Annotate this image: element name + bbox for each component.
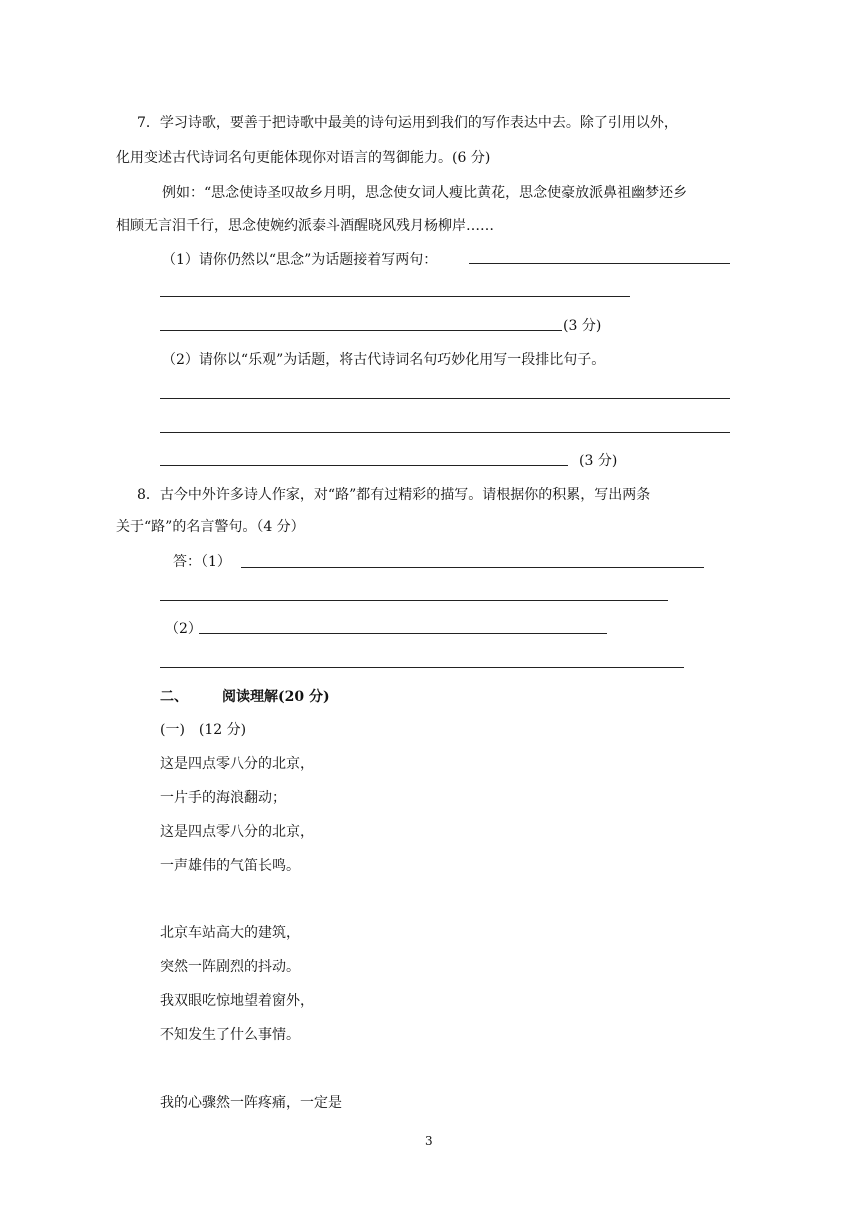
poem-line: 一声雄伟的气笛长鸣。	[160, 858, 300, 874]
q7-sub2-points: (3 分)	[579, 453, 618, 469]
q7-example-line1: 例如：“思念使诗圣叹故乡月明，思念使女词人瘦比黄花，思念使豪放派鼻祖幽梦还乡	[162, 185, 688, 201]
poem-line: 突然一阵剧烈的抖动。	[160, 959, 300, 975]
q7-sub2-answer-line-2[interactable]	[160, 432, 730, 433]
section2-title: 阅读理解(20 分)	[222, 689, 330, 705]
q7-example-line2: 相顾无言泪千行，思念使婉约派泰斗酒醒晓风残月杨柳岸……	[116, 218, 494, 234]
poem-line: 一片手的海浪翻动；	[160, 790, 286, 806]
q8-item2-prefix: （2）	[165, 621, 202, 637]
poem-line: 北京车站高大的建筑，	[160, 925, 300, 941]
q8-answer1-line-2[interactable]	[160, 600, 668, 601]
q7-sub2-prompt: （2）请你以“乐观”为话题，将古代诗词名句巧妙化用写一段排比句子。	[162, 352, 606, 368]
q7-sub1-answer-line-1[interactable]	[469, 263, 730, 264]
q7-line1: 7．学习诗歌，要善于把诗歌中最美的诗句运用到我们的写作表达中去。除了引用以外，	[137, 115, 678, 131]
q7-sub1-answer-line-2[interactable]	[160, 296, 630, 297]
q7-sub2-answer-line-3[interactable]	[160, 465, 568, 466]
q8-answer2-line-2[interactable]	[160, 667, 684, 668]
poem-line: 我双眼吃惊地望着窗外，	[160, 993, 314, 1009]
section2-number: 二、	[160, 689, 188, 705]
poem-line: 我的心骤然一阵疼痛，一定是	[160, 1095, 342, 1111]
q8-line2: 关于“路”的名言警句。（4 分）	[116, 519, 305, 535]
q7-sub1-answer-line-3[interactable]	[160, 330, 562, 331]
q7-sub1-prompt: （1）请你仍然以“思念”为话题接着写两句：	[162, 252, 438, 268]
page-number: 3	[425, 1134, 433, 1148]
q8-answer-prefix: 答：（1）	[173, 554, 231, 570]
q8-answer2-line-1[interactable]	[199, 633, 607, 634]
poem-line: 这是四点零八分的北京，	[160, 824, 314, 840]
q8-line1: 8．古今中外许多诗人作家，对“路”都有过精彩的描写。请根据你的积累，写出两条	[137, 487, 651, 503]
q8-answer1-line-1[interactable]	[241, 567, 704, 568]
poem-line: 这是四点零八分的北京，	[160, 756, 314, 772]
q7-sub1-points: (3 分)	[563, 318, 602, 334]
q7-sub2-answer-line-1[interactable]	[160, 398, 730, 399]
poem-line: 不知发生了什么事情。	[160, 1027, 300, 1043]
section2-part1: (一) (12 分)	[160, 722, 247, 738]
q7-line2: 化用变述古代诗词名句更能体现你对语言的驾御能力。(6 分)	[116, 150, 491, 166]
